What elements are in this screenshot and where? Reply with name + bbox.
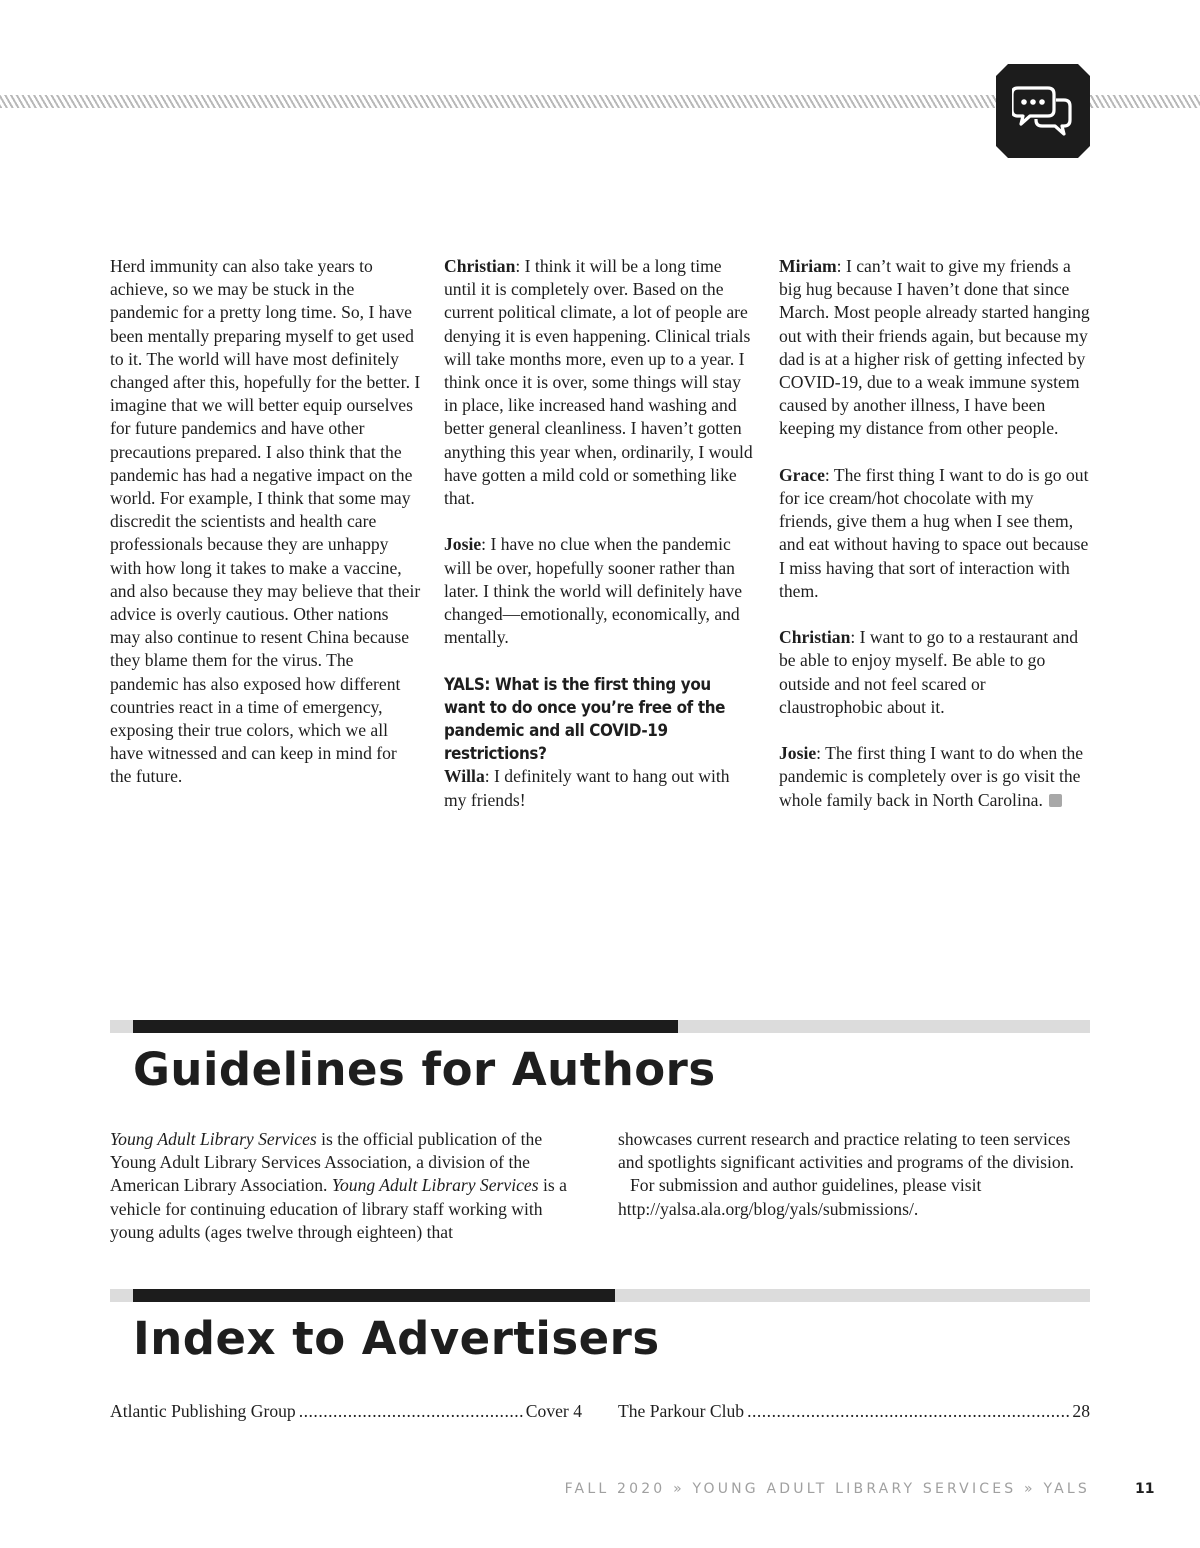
leader-dots <box>299 1400 523 1423</box>
section-rule <box>110 1020 1090 1033</box>
answer-text: I want to go to a restaurant and be able to enjoy myself. Be able to go outside and not feel scared or claustrophobic about it. <box>779 627 1079 717</box>
publication-title: Young Adult Library Services <box>110 1129 317 1149</box>
interview-answer: Christian: I think it will be a long time until it is completely over. Based on the current political climate, a lot of people are denying it is even happening. Clinical trials will take months more, even up to a year. I think once it is over, some things will stay in place, like increased hand washing and better general cleanliness. I haven’t gotten anything this year when, ordinarily, I would have gotten a mild cold or something like that. <box>444 256 753 509</box>
answer-text: The first thing I want to do when the pandemic is completely over is go visit the whole family back in North Carolina. <box>779 743 1084 810</box>
guidelines-right-column <box>618 1128 1090 1221</box>
speaker-name: Christian <box>779 627 851 648</box>
article-column-2 <box>444 255 756 812</box>
speaker-name: Miriam <box>779 256 837 276</box>
answer-text: I think it will be a long time until it is completely over. Based on the current political climate, a lot of people are denying it is even happening. Clinical trials will take months more, even up to a year. I think once it is over, some things will stay in place, like increased hand washing and better general cleanliness. I haven’t gotten anything this year when, ordinarily, I would have gotten a mild cold or something like that. <box>444 256 753 509</box>
advertiser-entry <box>618 1400 1090 1423</box>
speaker-name: Josie <box>444 534 482 555</box>
interview-answer: Willa: I definitely want to hang out with my friends! <box>444 766 730 810</box>
answer-text: I have no clue when the pandemic will be over, hopefully sooner rather than later. I think the world will definitely have changed—emotionally, economically, and mentally. <box>444 534 743 648</box>
section-rule <box>110 1289 1090 1302</box>
article-column-1 <box>110 255 422 789</box>
publication-title: Young Adult Library Services <box>331 1175 539 1196</box>
interview-answer: Christian: I want to go to a restaurant and be able to enjoy myself. Be able to go outside and not feel scared or claustrophobic about it. <box>779 627 1079 717</box>
answer-text: The first thing I want to do is go out for ice cream/hot chocolate with my friends, give them a hug when I see them, and eat without having to space out because I miss having that sort of interaction with them. <box>779 464 1089 601</box>
speaker-name: Grace <box>779 464 825 485</box>
answer-text: I can’t wait to give my friends a big hug because I haven’t done that since March. Most people already started hanging out with their friends again, but because my dad is at a higher risk of getting infected by COVID-19, due to a weak immune system caused by another illness, I have been keeping my distance from other people. <box>779 256 1090 439</box>
article-paragraph: Herd immunity can also take years to achieve, so we may be stuck in the pandemic for a pretty long time. So, I have been mentally preparing myself to get used to it. The world will have most definitely changed after this, hopefully for the better. I imagine that we will better equip ourselves for future pandemics and have other precautions prepared. I also think that the pandemic has had a negative impact on the world. For example, I think that some may discredit the scientists and health care professionals because they are unhappy with how long it takes to make a vaccine, and also because they may believe that their advice is overly cautious. Other nations may also continue to resent China because they blame them for the virus. The pandemic has also exposed how different countries react in a time of emergency, exposing their true colors, which we all have witnessed and can keep in mind for the future. <box>110 256 421 787</box>
running-footer: FALL 2020 » YOUNG ADULT LIBRARY SERVICES » YALS <box>564 1481 1090 1497</box>
leader-dots <box>747 1400 1069 1423</box>
chat-bubbles-icon <box>1012 84 1074 138</box>
section-heading-guidelines: Guidelines for Authors <box>133 1043 716 1096</box>
interview-answer: Grace: The first thing I want to do is go out for ice cream/hot chocolate with my friends, give them a hug when I see them, and eat without having to space out because I miss having that sort of interaction with them. <box>779 464 1089 601</box>
advertiser-name: Atlantic Publishing Group <box>110 1401 296 1421</box>
submission-link-text[interactable]: For submission and author guidelines, please visit http://yalsa.ala.org/blog/yals/submissions/. <box>618 1175 982 1219</box>
speaker-name: Willa <box>444 766 485 787</box>
answer-text: I definitely want to hang out with my friends! <box>444 766 730 810</box>
article-column-3 <box>779 255 1091 812</box>
section-heading-advertisers: Index to Advertisers <box>133 1312 660 1365</box>
advertiser-page: Cover 4 <box>525 1401 582 1421</box>
guidelines-paragraph: showcases current research and practice relating to teen services and spotlights significant activities and programs of the division. <box>618 1129 1074 1173</box>
interview-answer: Miriam: I can’t wait to give my friends a big hug because I haven’t done that since March. Most people already started hanging out with their friends again, but because my dad is at a higher risk of getting infected by COVID-19, due to a weak immune system caused by another illness, I have been keeping my distance from other people. <box>779 256 1090 439</box>
advertiser-name: The Parkour Club <box>618 1401 745 1421</box>
advertiser-entry <box>110 1400 582 1423</box>
guidelines-left-column <box>110 1128 582 1244</box>
guidelines-paragraph: Young Adult Library Services is the official publication of the Young Adult Library Services Association, a division of the American Library Association. Young Adult Library Services is a vehicle for continuing education of library staff working with young adults (ages twelve through eighteen) that <box>110 1129 567 1242</box>
speaker-name: Josie <box>779 743 817 764</box>
advertiser-page: 28 <box>1072 1401 1090 1421</box>
interview-question: YALS: What is the first thing you want to do once you’re free of the pandemic and all COVID-19 restrictions? <box>444 674 726 764</box>
end-of-article-mark <box>1049 794 1062 807</box>
page-number: 11 <box>1135 1481 1155 1497</box>
speaker-name: Christian <box>444 256 516 276</box>
section-badge <box>996 64 1090 158</box>
interview-answer: Josie: I have no clue when the pandemic will be over, hopefully sooner rather than later. I think the world will definitely have changed—emotionally, economically, and mentally. <box>444 534 743 648</box>
interview-answer: Josie: The first thing I want to do when the pandemic is completely over is go visit the whole family back in North Carolina. <box>779 743 1084 810</box>
